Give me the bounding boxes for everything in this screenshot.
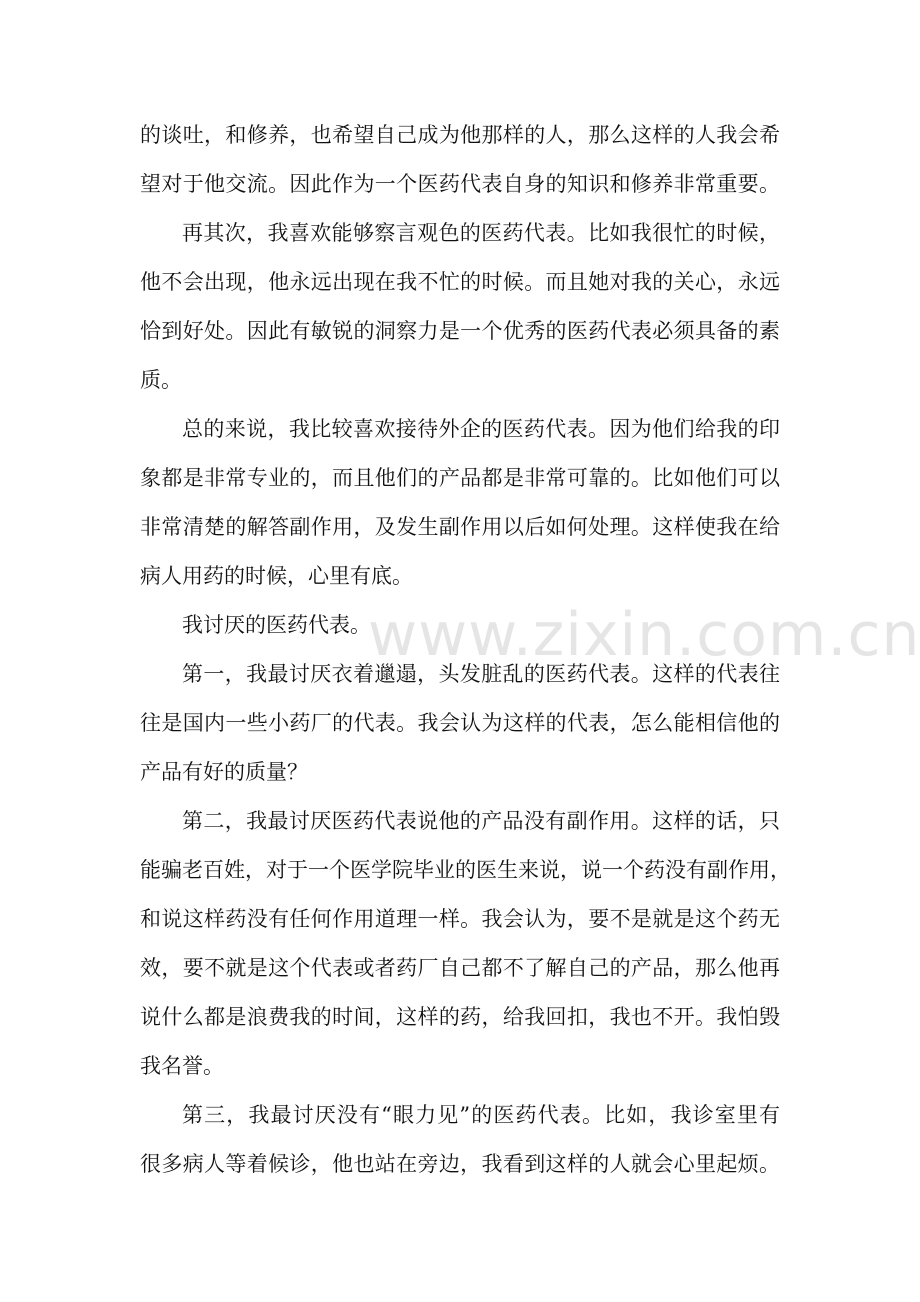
text-line: 他不会出现，他永远出现在我不忙的时候。而且她对我的关心，永远	[140, 270, 780, 294]
paragraph-end-line: 产品有好的质量？	[140, 760, 308, 784]
text-line: 的谈吐，和修养，也希望自己成为他那样的人，那么这样的人我会希	[140, 123, 780, 147]
paragraph-start-line: 总的来说，我比较喜欢接待外企的医药代表。因为他们给我的印	[182, 417, 780, 441]
paragraph-end-line: 病人用药的时候，心里有底。	[140, 564, 413, 588]
text-line: 非常清楚的解答副作用，及发生副作用以后如何处理。这样使我在给	[140, 515, 780, 539]
text-line: 说什么都是浪费我的时间，这样的药，给我回扣，我也不开。我怕毁	[140, 1005, 780, 1029]
paragraph-end-line: 我名誉。	[140, 1054, 224, 1078]
text-line: 很多病人等着候诊，他也站在旁边，我看到这样的人就会心里起烦。	[140, 1152, 780, 1176]
section-heading: 我讨厌的医药代表。	[182, 613, 371, 637]
text-line: 效，要不就是这个代表或者药厂自己都不了解自己的产品，那么他再	[140, 956, 780, 980]
paragraph-start-line: 第一，我最讨厌衣着邋遢，头发脏乱的医药代表。这样的代表往	[182, 662, 780, 686]
paragraph-start-line: 第三，我最讨厌没有“眼力见”的医药代表。比如，我诊室里有	[182, 1103, 780, 1127]
text-line: 能骗老百姓，对于一个医学院毕业的医生来说，说一个药没有副作用，	[140, 858, 791, 882]
text-line: 往是国内一些小药厂的代表。我会认为这样的代表，怎么能相信他的	[140, 711, 780, 735]
text-line: 象都是非常专业的，而且他们的产品都是非常可靠的。比如他们可以	[140, 466, 780, 490]
text-line: 望对于他交流。因此作为一个医药代表自身的知识和修养非常重要。	[140, 172, 780, 196]
watermark: www.zixin.com.cn	[368, 600, 920, 670]
paragraph-start-line: 再其次，我喜欢能够察言观色的医药代表。比如我很忙的时候，	[182, 221, 780, 245]
paragraph-start-line: 第二，我最讨厌医药代表说他的产品没有副作用。这样的话，只	[182, 809, 780, 833]
paragraph-end-line: 质。	[140, 368, 182, 392]
text-line: 恰到好处。因此有敏锐的洞察力是一个优秀的医药代表必须具备的素	[140, 319, 780, 343]
text-line: 和说这样药没有任何作用道理一样。我会认为，要不是就是这个药无	[140, 907, 780, 931]
